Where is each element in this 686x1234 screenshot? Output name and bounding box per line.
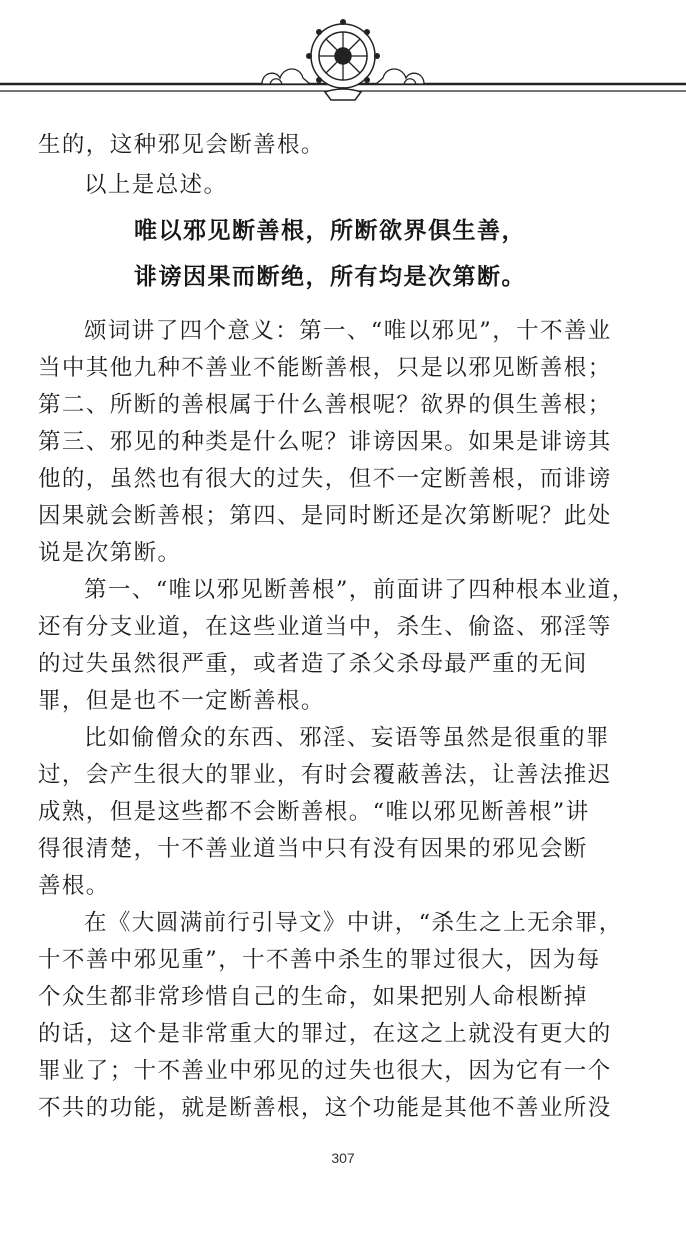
- verse-line-2: 诽谤因果而断绝，所有均是次第断。: [134, 264, 526, 290]
- paragraph-line: 个众生都非常珍惜自己的生命，如果把别人命根断掉: [38, 984, 588, 1010]
- paragraph-line: 善根。: [38, 873, 110, 899]
- paragraph-line: 得很清楚，十不善业道当中只有没有因果的邪见会断: [38, 836, 588, 862]
- paragraph-line: 第二、所断的善根属于什么善根呢？欲界的俱生善根；: [38, 392, 612, 418]
- paragraph-line: 第一、“唯以邪见断善根”，前面讲了四种根本业道，: [84, 577, 636, 603]
- dharma-wheel-icon: [306, 19, 380, 100]
- paragraph-line: 比如偷僧众的东西、邪淫、妄语等虽然是很重的罪: [84, 725, 610, 751]
- paragraph-line: 罪，但是也不一定断善根。: [38, 688, 325, 714]
- paragraph-line: 成熟，但是这些都不会断善根。“唯以邪见断善根”讲: [38, 799, 590, 825]
- paragraph-line: 还有分支业道，在这些业道当中，杀生、偷盗、邪淫等: [38, 614, 612, 640]
- paragraph-line: 生的，这种邪见会断善根。: [38, 132, 325, 158]
- paragraph-line: 当中其他九种不善业不能断善根，只是以邪见断善根；: [38, 355, 612, 381]
- paragraph-line: 罪业了；十不善业中邪见的过失也很大，因为它有一个: [38, 1058, 612, 1084]
- paragraph-line: 他的，虽然也有很大的过失，但不一定断善根，而诽谤: [38, 466, 612, 492]
- paragraph-line: 的过失虽然很严重，或者造了杀父杀母最严重的无间: [38, 651, 588, 677]
- paragraph-line: 不共的功能，就是断善根，这个功能是其他不善业所没: [38, 1095, 612, 1121]
- page-number: 307: [331, 1150, 355, 1166]
- paragraph-line: 在《大圆满前行引导文》中讲，“杀生之上无余罪，: [84, 910, 623, 936]
- paragraph-line: 的话，这个是非常重大的罪过，在这之上就没有更大的: [38, 1021, 612, 1047]
- paragraph-line: 因果就会断善根；第四、是同时断还是次第断呢？此处: [38, 503, 612, 529]
- paragraph-line: 说是次第断。: [38, 540, 182, 566]
- paragraph-line: 以上是总述。: [84, 172, 228, 198]
- paragraph-line: 过，会产生很大的罪业，有时会覆蔽善法，让善法推迟: [38, 762, 612, 788]
- verse-line-1: 唯以邪见断善根，所断欲界俱生善，: [134, 218, 526, 244]
- paragraph-line: 十不善中邪见重”，十不善中杀生的罪过很大，因为每: [38, 947, 601, 973]
- page-header-ornament: [0, 0, 686, 104]
- paragraph-line: 第三、邪见的种类是什么呢？诽谤因果。如果是诽谤其: [38, 429, 612, 455]
- paragraph-line: 颂词讲了四个意义：第一、“唯以邪见”，十不善业: [84, 318, 612, 344]
